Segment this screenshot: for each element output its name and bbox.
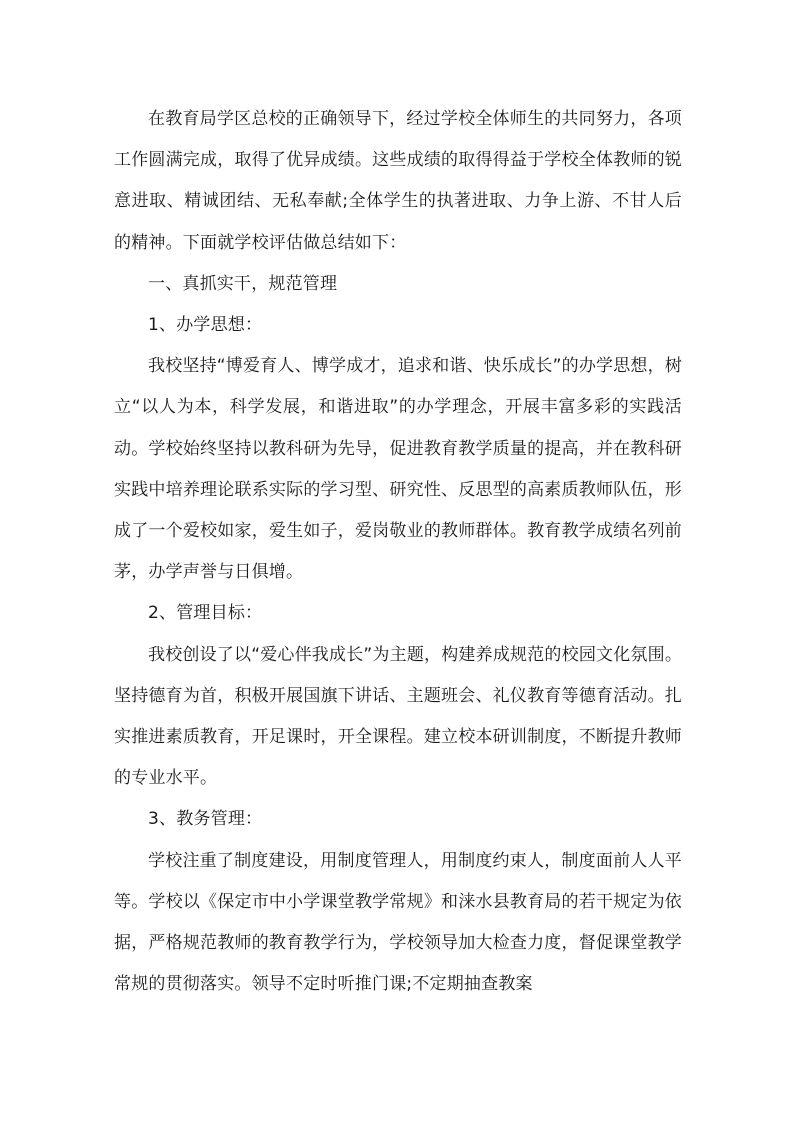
section-heading-1: 一、真抓实干，规范管理 [148, 273, 338, 294]
philosophy-paragraph: 我校坚持“博爱育人、博学成才，追求和谐、快乐成长”的办学思想，树立“以人为本，科学发展，和谐进取”的办学理念，开展丰富多彩的实践活动。学校始终坚持以教科研为先导，促进教育教学质量的提高，并在教科研实践中培养理论联系实际的学习型、研究性、反思型的高素质教师队伍，形成了一个爱校如家，爱生如子，爱岗敬业的教师群体。教育教学成绩名列前茅，办学声誉与日俱增。 [114, 356, 683, 583]
subsection-heading-academic: 3、教务管理： [148, 809, 263, 830]
academic-paragraph: 学校注重了制度建设，用制度管理人，用制度约束人，制度面前人人平等。学校以《保定市中小学课堂教学常规》和涞水县教育局的若干规定为依据，严格规范教师的教育教学行为，学校领导加大检查力度，督促课堂教学常规的贯彻落实。领导不定时听推门课;不定期抽查教案 [114, 850, 682, 995]
document-page [114, 99, 682, 1005]
intro-paragraph: 在教育局学区总校的正确领导下，经过学校全体师生的共同努力，各项工作圆满完成，取得了优异成绩。这些成绩的取得得益于学校全体教师的锐意进取、精诚团结、无私奉献;全体学生的执著进取、力争上游、不甘人后的精神。下面就学校评估做总结如下： [114, 109, 682, 253]
goals-paragraph: 我校创设了以“爱心伴我成长”为主题，构建养成规范的校园文化氛围。坚持德育为首，积极开展国旗下讲话、主题班会、礼仪教育等德育活动。扎实推进素质教育，开足课时，开全课程。建立校本研训制度，不断提升教师的专业水平。 [114, 644, 683, 789]
subsection-heading-goals: 2、管理目标： [148, 603, 263, 624]
subsection-heading-philosophy: 1、办学思想： [148, 315, 263, 336]
